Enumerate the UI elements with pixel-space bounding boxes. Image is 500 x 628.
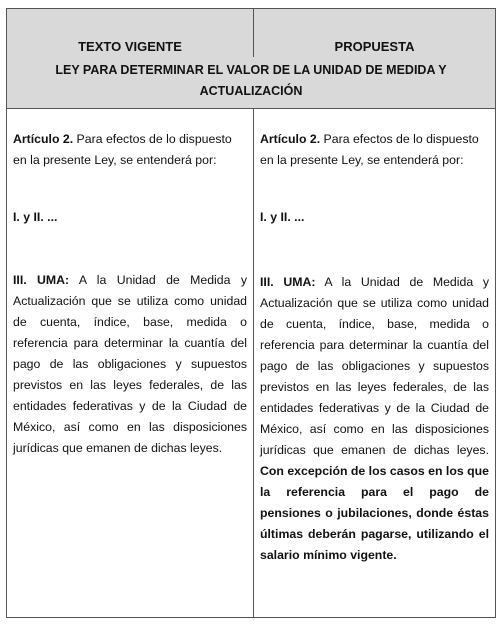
- comparison-table: [6, 8, 496, 618]
- header-texto-vigente: TEXTO VIGENTE: [7, 9, 254, 57]
- uma-proposed-addition: Con excepción de los casos en los que la referencia para el pago de pensiones o jubilaciones, donde éstas últimas deberán pagarse, utilizando el salario mínimo vigente.: [260, 464, 489, 562]
- article-2-paragraph: [13, 129, 247, 171]
- uma-definition: [260, 272, 489, 566]
- column-propuesta: [254, 109, 495, 617]
- article-2-paragraph: [260, 129, 489, 171]
- law-title: LEY PARA DETERMINAR EL VALOR DE LA UNIDAD DE MEDIDA Y ACTUALIZACIÓN: [7, 57, 495, 109]
- fractions-i-ii: I. y II. ...: [13, 210, 58, 224]
- column-texto-vigente: [7, 109, 254, 617]
- uma-label: III. UMA:: [260, 275, 316, 289]
- uma-text: A la Unidad de Medida y Actualización que se utiliza como unidad de cuenta, índice, base, medida o referencia para determinar la cuantía del pago de las obligaciones y supuestos previstos en las leyes federales, de las entidades federativas y de la Ciudad de México, así como en las disposiciones jurídicas que emanen de dichas leyes.: [260, 275, 489, 457]
- fractions-i-ii: I. y II. ...: [260, 210, 305, 224]
- header-propuesta: PROPUESTA: [334, 39, 415, 54]
- uma-text: A la Unidad de Medida y Actualización que se utiliza como unidad de cuenta, índice, base, medida o referencia para determinar la cuantía del pago de las obligaciones y supuestos previstos en las leyes federales, de las entidades federativas y de la Ciudad de México, así como en las disposiciones jurídicas que emanen de dichas leyes.: [13, 273, 247, 455]
- article-text: Para efectos de lo dispuesto en la presente Ley, se entenderá por:: [260, 132, 479, 167]
- table-body: [7, 109, 495, 617]
- article-label: Artículo 2.: [260, 132, 321, 146]
- article-label: Artículo 2.: [13, 132, 74, 146]
- uma-label: III. UMA:: [13, 273, 70, 287]
- uma-definition: [13, 270, 247, 459]
- table-header: [7, 9, 495, 58]
- article-text: Para efectos de lo dispuesto en la presente Ley, se entenderá por:: [13, 132, 232, 167]
